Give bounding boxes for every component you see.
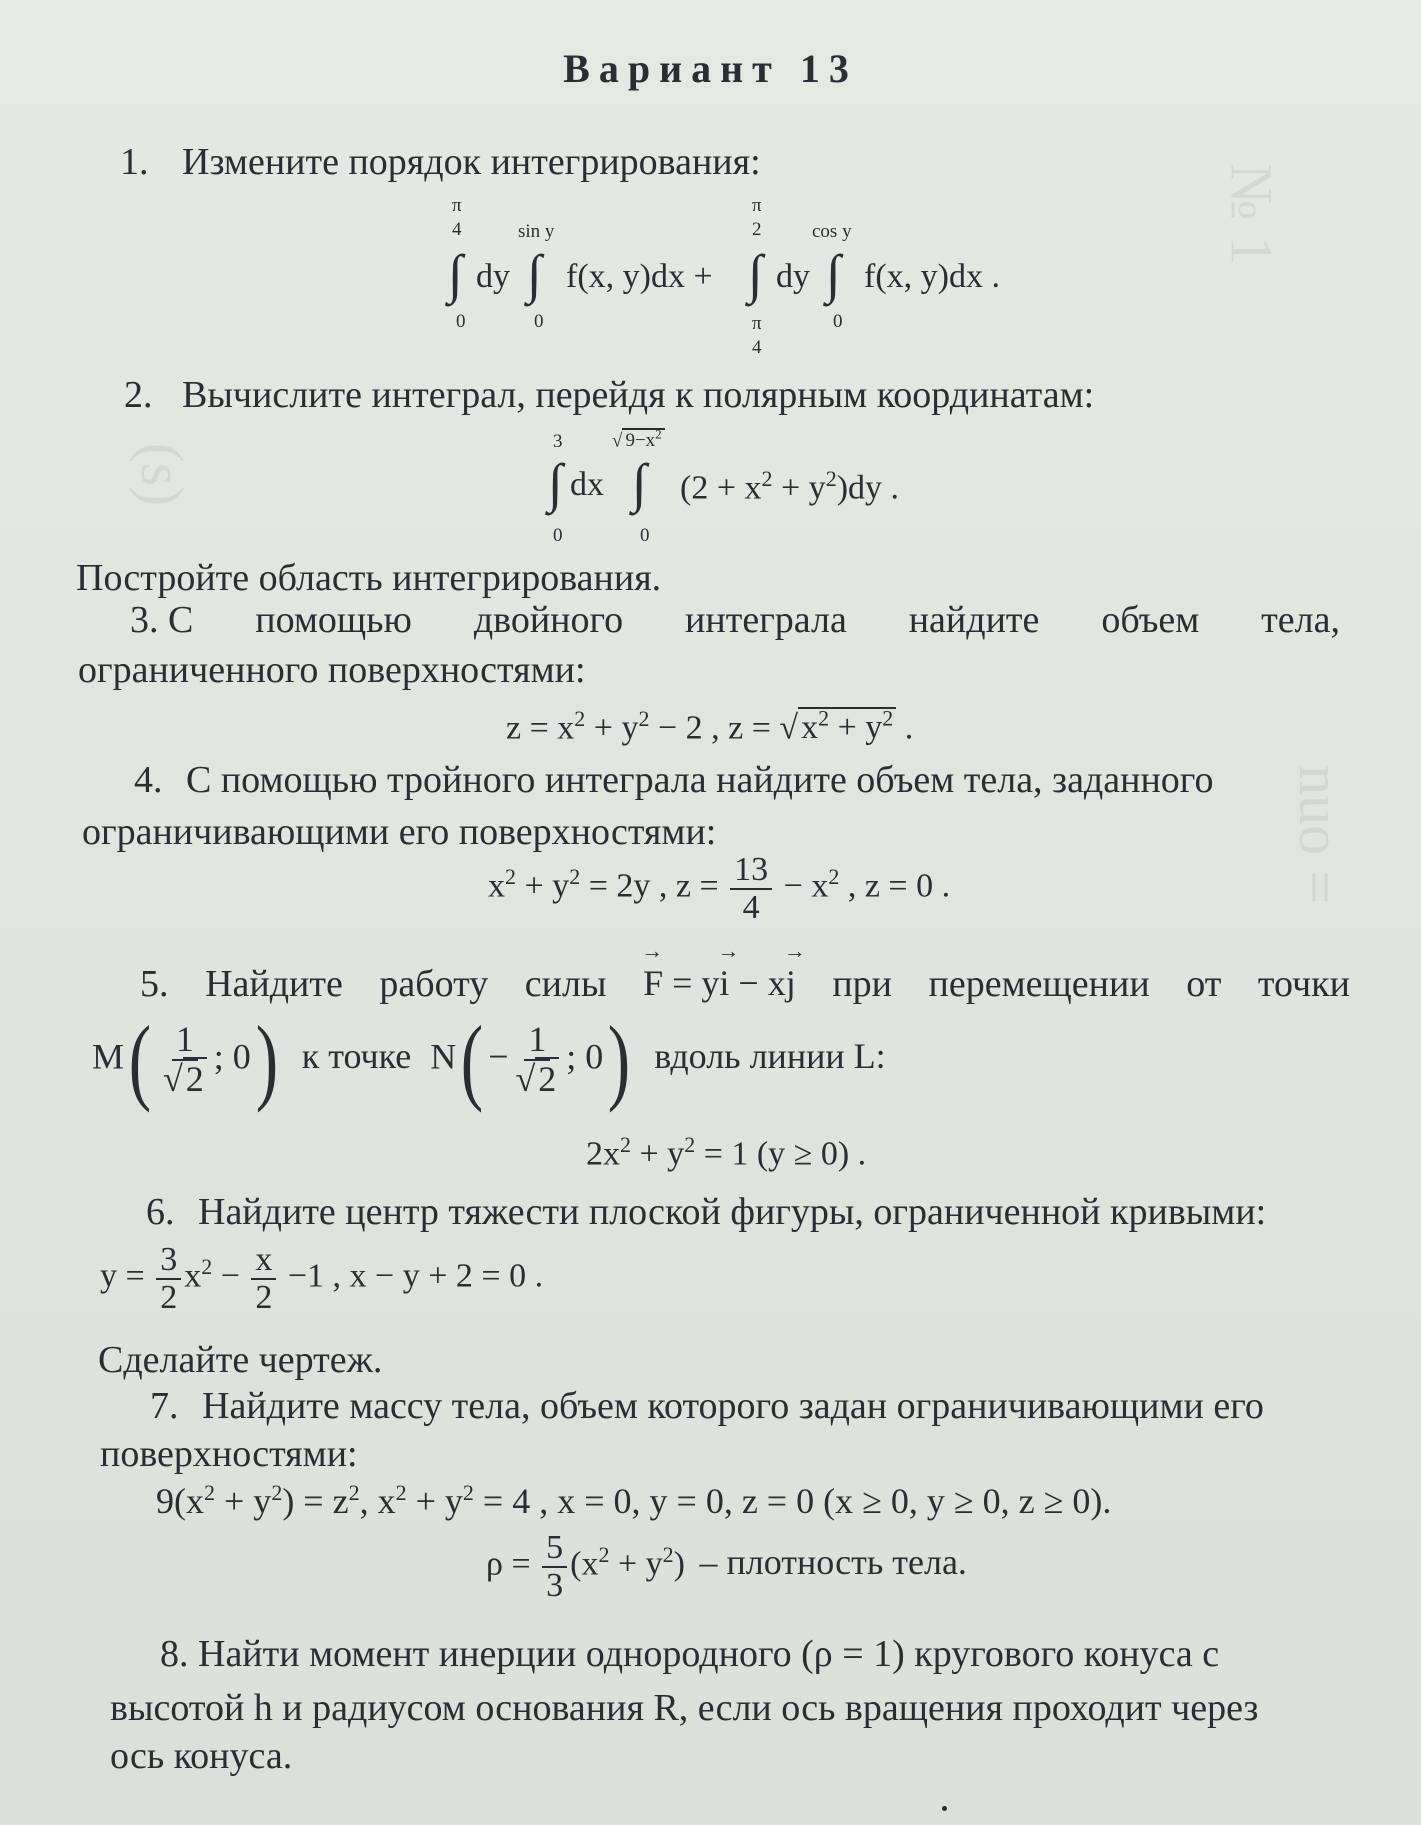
problem-1-statement <box>120 140 761 184</box>
bleed-through-mark: (s) <box>129 442 196 507</box>
problem-8-statement-end: ось конуса. <box>110 1735 293 1777</box>
problem-number: 1. <box>120 141 149 183</box>
problem-6-formula: y = $\frac{3}{2}$ $x^2$ − $\frac{x}{2}$ −1 , x − y + 2 = 0 . <box>100 1241 544 1316</box>
problem-5-formula: $2x^2 + y^2 = 1$ (y ≥ 0) . <box>586 1132 867 1173</box>
problem-text: Найдите центр тяжести плоской фигуры, ограниченной кривыми: <box>198 1191 1267 1233</box>
problem-number: 4. <box>134 759 163 801</box>
problem-3-formula: $z = x^2 + y^2 - 2$ , $z = √x^2 + y^2$ . <box>506 706 914 747</box>
problem-text: Найдите массу тела, объем которого задан ограничивающими его <box>202 1385 1264 1427</box>
problem-5-statement: 5. Найдите работу силы → F = y→ i − x→ j при перемещении от точки <box>140 962 1350 1006</box>
problem-number: 7. <box>150 1385 179 1427</box>
problem-4-statement <box>134 758 1213 802</box>
problem-5-points: M( $\frac{1}{√2}$ ; 0) к точке N( − $\frac{1}{√2}$ ; 0) вдоль линии L: <box>92 1006 886 1113</box>
problem-2-note: Постройте область интегрирования. <box>76 557 662 599</box>
problem-7-statement-cont: поверхностями: <box>100 1433 358 1475</box>
problem-3-statement-cont: ограниченного поверхностями: <box>78 649 586 691</box>
problem-7-formula: $9(x^2 + y^2) = z^2$, $x^2 + y^2 = 4$ , x = 0, y = 0, z = 0 (x ≥ 0, y ≥ 0, z ≥ 0). <box>156 1480 1112 1521</box>
problem-4-statement-cont: ограничивающими его поверхностями: <box>82 811 717 853</box>
problem-2-statement <box>124 373 1094 417</box>
page-speck <box>942 1806 947 1811</box>
problem-4-formula: $x^2 + y^2 = 2y$ , z = $\frac{13}{4}$ − $x^2$ , z = 0 . <box>488 851 951 926</box>
problem-8-statement-cont: высотой h и радиусом основания R, если ось вращения проходит через <box>110 1687 1259 1729</box>
page-title: Вариант 13 <box>563 46 858 91</box>
problem-6-statement <box>146 1190 1266 1234</box>
worksheet-page: № 1 nuo = (s) Вариант 13 1. Измените порядок интегрирования: π 4 ∫ 0 dy sin y ∫ 0 f(x, y)dx + π 2 ∫ π 4 dy cos y ∫ 0 f(x, y)dx . 2. Вычислите интеграл, перейдя к полярным координатам: 3 ∫ 0 dx √ $9-x^2$ ∫ 0 $(2 + x^2 + y^2)dy$ . Постройте область интегрирования. 3. С помощью двойного интеграла найдите объем тела, ограниченного поверхностями: $z = x^2 + y^2 - 2$ , $z = √x^2 + y^2$ . 4. С помощью тройного интеграла найдите объем тела, заданного ограничивающими его поверхностями: $x^2 + y^2 = 2y$ , z = $\frac{13}{4}$ − $x^2$ , z = 0 . 5. Найдите работу силы → F = y→ i − x→ j при перемещении от точки M( $\frac{1}{√2}$ ; 0) к точке N( − $\frac{1}{√2}$ ; 0) вдоль линии L: $2x^2 + y^2 = 1$ (y ≥ 0) . 6. Найдите центр тяжести плоской фигуры, ограниченной кривыми: y = $\frac{3}{2}$ $x^2$ − $\frac{x}{2}$ −1 , x − y + 2 = 0 . Сделайте чертеж. 7. Найдите массу тела, объем которого задан ограничивающими его поверхностями: $9(x^2 + y^2) = z^2$, $x^2 + y^2 = 4$ , x = 0, y = 0, z = 0 (x ≥ 0, y ≥ 0, z ≥ 0). ρ = $\frac{5}{3}$ $(x^2 + y^2)$ – плотность тела. 8. Найти момент инерции однородного (ρ = 1) кругового конуса с высотой h и радиусом основания R, если ось вращения проходит через ось конуса. <box>0 0 1421 1825</box>
problem-7-density: ρ = $\frac{5}{3}$ $(x^2 + y^2)$ – плотность тела. <box>486 1529 967 1604</box>
problem-number: 6. <box>146 1191 175 1233</box>
problem-6-note: Сделайте чертеж. <box>98 1339 383 1381</box>
force-formula: → F = y→ i − x→ j <box>643 962 796 1006</box>
bleed-through-mark: № 1 <box>1218 163 1285 266</box>
problem-3-statement: 3. С помощью двойного интеграла найдите объем тела, <box>130 599 1340 641</box>
problem-text: Вычислите интеграл, перейдя к полярным координатам: <box>182 374 1095 416</box>
problem-text: С помощью тройного интеграла найдите объем тела, заданного <box>186 759 1214 801</box>
problem-number: 2. <box>124 374 153 416</box>
problem-text: Измените порядок интегрирования: <box>182 141 761 183</box>
bleed-through-mark: nuo = <box>1286 765 1353 904</box>
problem-7-statement <box>150 1384 1264 1428</box>
problem-8-statement: 8. Найти момент инерции однородного (ρ = 1) кругового конуса с <box>160 1633 1220 1675</box>
